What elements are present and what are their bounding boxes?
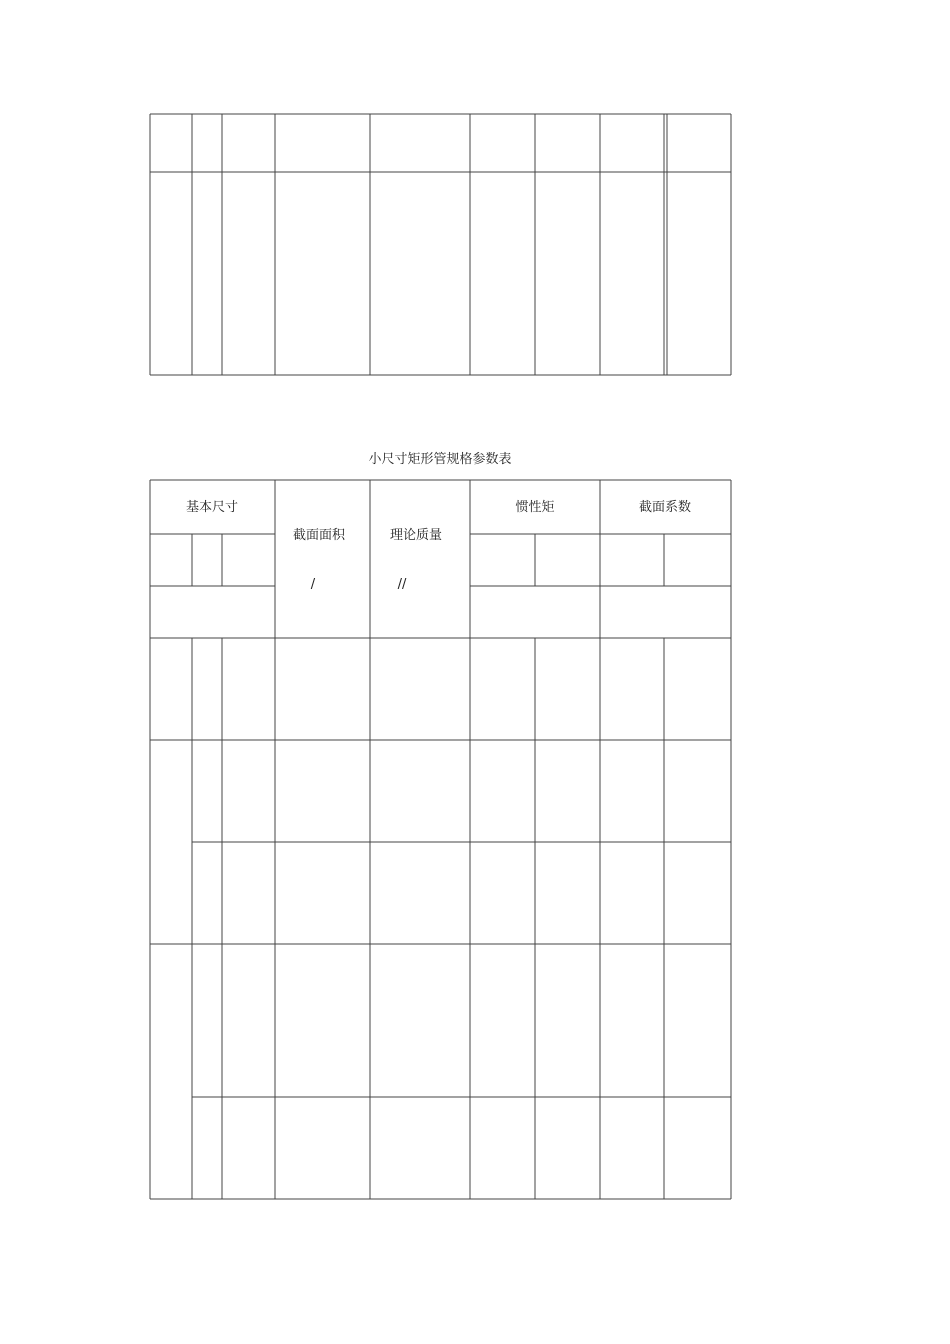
header-theoretical-mass: 理论质量 bbox=[389, 528, 443, 543]
section-area-unit-mark: / bbox=[310, 577, 316, 592]
header-section-modulus: 截面系数 bbox=[638, 500, 692, 515]
header-basic-size: 基本尺寸 bbox=[185, 500, 239, 515]
theoretical-mass-unit-mark: // bbox=[397, 577, 407, 592]
table-title: 小尺寸矩形管规格参数表 bbox=[368, 452, 512, 467]
header-moment-of-inertia: 惯性矩 bbox=[515, 500, 555, 515]
header-section-area: 截面面积 bbox=[292, 528, 346, 543]
